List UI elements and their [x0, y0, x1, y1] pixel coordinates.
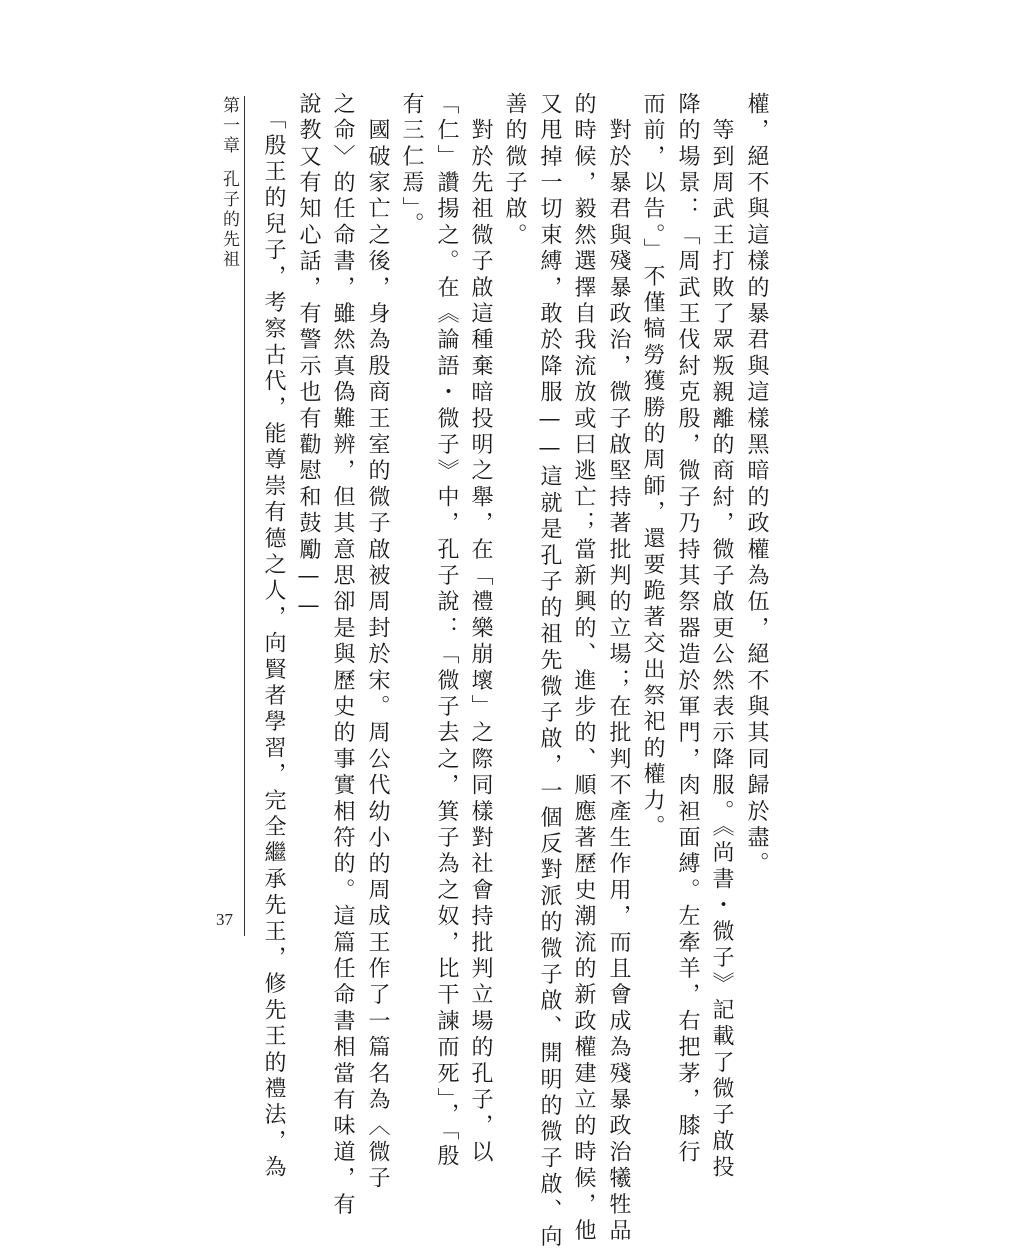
text-column: 降的場景：「周武王伐紂克殷，微子乃持其祭器造於軍門，肉袒面縛。左牽羊，右把茅，膝行 — [675, 92, 700, 1167]
header-divider — [244, 96, 245, 936]
text-column: 等到周武王打敗了眾叛親離的商紂，微子啟更公然表示降服。《尚書・微子》記載了微子啟投 — [709, 92, 734, 1182]
text-column: 「殷王的兒子，考察古代，能尊崇有德之人，向賢者學習，完全繼承先王，修先王的禮法，為 — [261, 92, 286, 1182]
text-column: 對於先祖微子啟這種棄暗投明之舉，在「禮樂崩壞」之際同樣對社會持批判立場的孔子，以 — [468, 92, 493, 1167]
text-column: 權，絕不與這樣的暴君與這樣黑暗的政權為伍，絕不與其同歸於盡。 — [744, 92, 769, 878]
text-column: 又甩掉一切束縛，敢於降服——這就是孔子的祖先微子啟，一個反對派的微子啟、開明的微子啟、向 — [537, 92, 562, 1251]
text-column: 「仁」讚揚之。在《論語・微子》中，孔子說：「微子去之，箕子為之奴，比干諫而死」，「殷 — [434, 92, 459, 1171]
text-column: 而前，以告。」不僅犒勞獲勝的周師，還要跪著交出祭祀的權力。 — [640, 92, 665, 841]
text-column: 對於暴君與殘暴政治，微子啟堅持著批判的立場；在批判不產生作用，而且會成為殘暴政治犧牲品 — [606, 92, 631, 1245]
text-column: 國破家亡之後，身為殷商王室的微子啟被周封於宋。周公代幼小的周成王作了一篇名為〈微子 — [365, 92, 390, 1193]
text-column: 善的微子啟。 — [502, 92, 527, 250]
text-column: 的時候，毅然選擇自我流放或曰逃亡；當新興的、進步的、順應著歷史潮流的新政權建立的時候，他 — [571, 92, 596, 1245]
chapter-label: 第一章 — [219, 96, 239, 156]
text-column: 有三仁焉」。 — [399, 92, 424, 239]
text-column: 說教又有知心話，有警示也有勸慰和鼓勵—— — [296, 92, 321, 622]
page-number: 37 — [216, 910, 233, 929]
text-column: 之命〉的任命書，雖然真偽難辨，但其意思卻是與歷史的事實相符的。這篇任命書相當有味道，有 — [330, 92, 355, 1219]
running-header — [220, 96, 237, 270]
chapter-title: 孔子的先祖 — [219, 170, 239, 270]
